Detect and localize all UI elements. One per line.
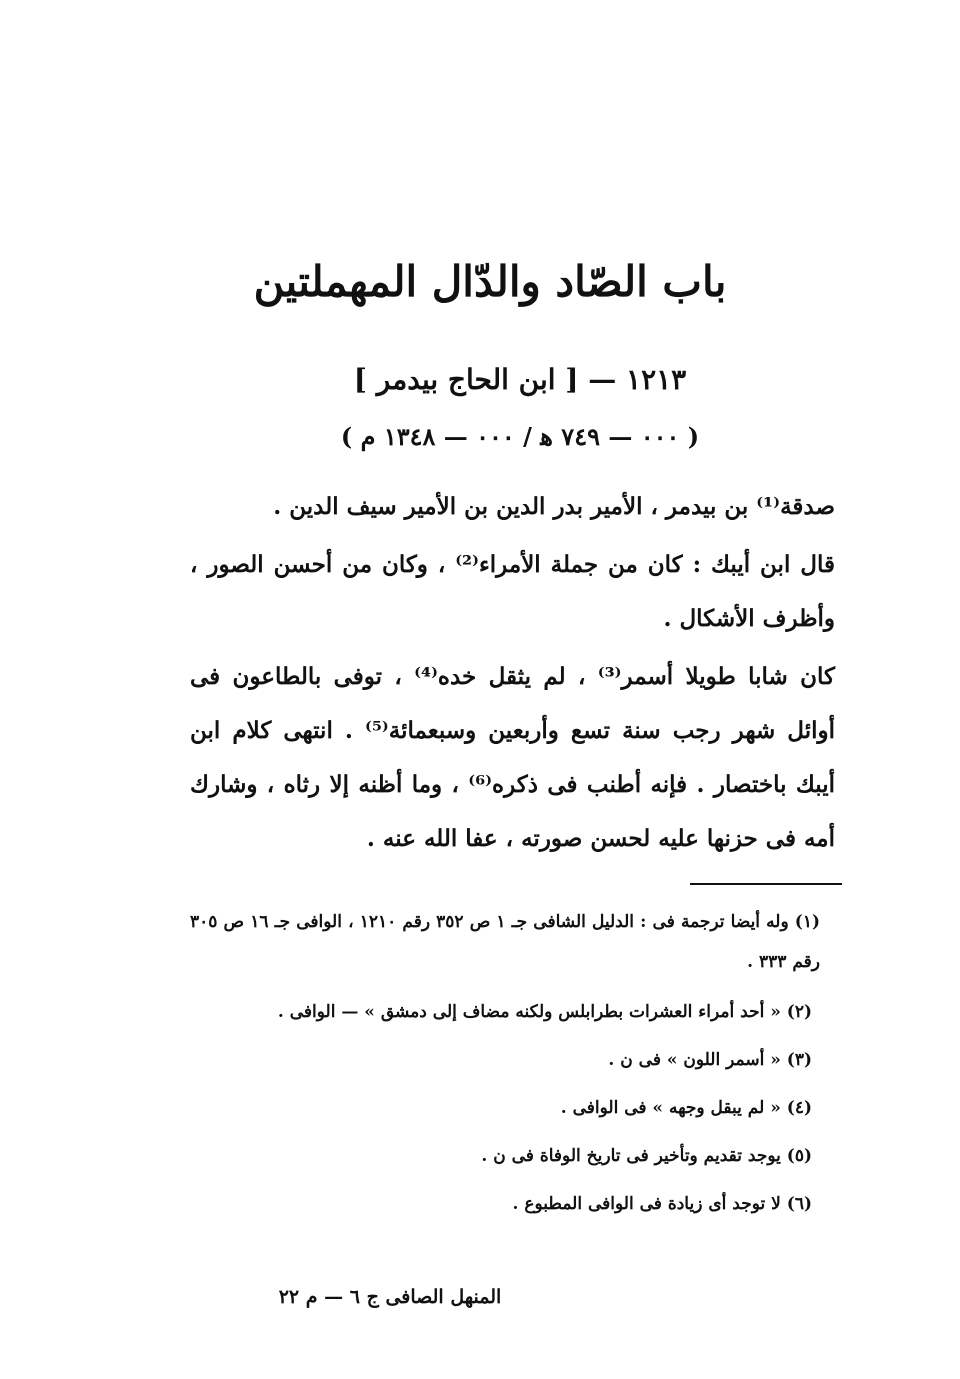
body-paragraph-2: قال ابن أيبك : كان من جملة الأمراء⁽²⁾ ، وكان من أحسن الصور ، وأظرف الأشكال . [190, 551, 835, 632]
footnote-divider [690, 883, 842, 885]
footnote-4: (٤) « لم يبقل وجهه » فى الوافى . [560, 1098, 812, 1118]
body-paragraph-1: صدقة⁽¹⁾ بن بيدمر ، الأمير بدر الدين بن الأمير سيف الدين . [273, 493, 835, 520]
body-paragraph-3: كان شابا طويلا أسمر⁽³⁾ ، لم يثقل خده⁽⁴⁾ ، توفى بالطاعون فى أوائل شهر رجب سنة تسع وأربعين وسبعمائة⁽⁵⁾ . انتهى كلام ابن أيبك باختصار . فإنه أطنب فى ذكره⁽⁶⁾ ، وما أظنه إلا رثاه ، وشارك أمه فى حزنها عليه لحسن صورته ، عفا الله عنه . [190, 663, 836, 852]
chapter-title: باب الصّاد والدّال المهملتين [253, 257, 727, 306]
footnote-6: (٦) لا توجد أى زيادة فى الوافى المطبوع . [512, 1194, 812, 1214]
footnote-2: (٢) « أحد أمراء العشرات بطرابلس ولكنه مضاف إلى دمشق » — الوافى . [277, 1002, 812, 1022]
entry-heading: ١٢١٣ — [ ابن الحاج بيدمر ] [353, 363, 687, 396]
footnote-1: (١) وله أيضا ترجمة فى : الدليل الشافى جـ ١ ص ٣٥٢ رقم ١٢١٠ ، الوافى جـ ١٦ ص ٣٠٥ رقم ٣٣٣ . [190, 912, 821, 972]
footnote-3: (٣) « أسمر اللون » فى ن . [608, 1050, 812, 1070]
footnote-5: (٥) يوجد تقديم وتأخير فى تاريخ الوفاة فى ن . [481, 1146, 812, 1166]
page-footer: المنهل الصافى ج ٦ — م ٢٢ [278, 1286, 502, 1308]
entry-dates: ( ٠٠٠ — ٧٤٩ ﻫ / ٠٠٠ — ١٣٤٨ م ) [340, 422, 700, 451]
